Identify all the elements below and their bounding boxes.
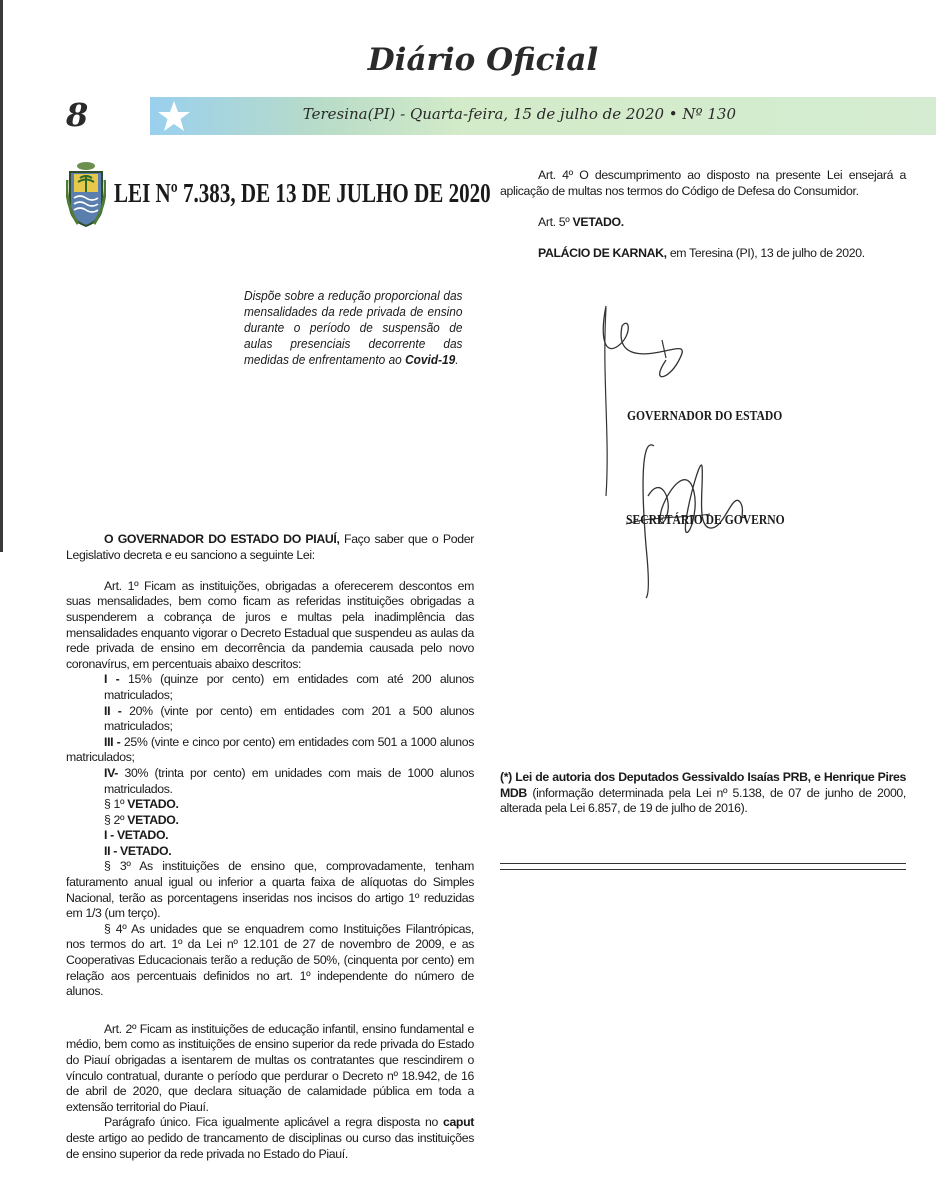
palace-dateline <box>500 246 906 262</box>
page-number: 8 <box>66 96 89 134</box>
abstract-covid: Covid-19 <box>405 353 456 367</box>
governor-label: GOVERNADOR DO ESTADO <box>627 408 783 423</box>
sole-paragraph-text: Parágrafo único. Fica igualmente aplicável a regra disposta no <box>104 1115 443 1130</box>
header-band <box>150 97 936 135</box>
right-column <box>500 168 906 262</box>
paragraph-4: § 4º As unidades que se enquadrem como Instituições Filantrópicas, nos termos do art. 1º da Lei nº 12.101 de 27 de novembro de 2009, e as Cooperativas Educacionais terão a redução de 50%, (cinquenta por cento) em relação aos percentuais definidos no art. 1º independente do número de alunos. <box>66 921 474 999</box>
item-label: II - <box>104 703 122 718</box>
palace-name: PALÁCIO DE KARNAK, <box>538 245 667 260</box>
dateline: Teresina(PI) - Quarta-feira, 15 de julho de 2020 • Nº 130 <box>302 105 736 123</box>
list-item <box>66 766 474 797</box>
paragraph-3: § 3º As instituições de ensino que, comprovadamente, tenham faturamento anual igual ou inferior a quarta faixa de alíquotas do Simples Nacional, terão as porcentagens inseridas nos incisos do artigo 1º reduzidas em 1/3 (um terço). <box>66 859 474 921</box>
column-end-rule <box>500 863 906 870</box>
vetoed-item <box>66 828 474 844</box>
item-text: 30% (trinta por cento) em unidades com mais de 1000 alunos matriculados. <box>104 765 474 796</box>
vetoed-text: I - VETADO. <box>104 828 169 843</box>
enactment-clause <box>66 532 474 563</box>
law-abstract <box>244 288 463 368</box>
signature-block <box>570 296 830 606</box>
vetoed-label: § 2º <box>104 812 128 827</box>
caput-bold: caput <box>442 1115 474 1130</box>
sole-paragraph-end: deste artigo ao pedido de trancamento de disciplinas ou curso das instituições de ensino superior da rede privada no Estado do Piauí. <box>66 1130 474 1161</box>
vetoed-text: VETADO. <box>127 797 179 812</box>
abstract-text: Dispõe sobre a redução proporcional das mensalidades da rede privada de ensino durante o período de suspensão de aulas presenciais decorrente das medidas de enfrentamento ao <box>244 289 463 367</box>
enactment-text: Faço saber que o Poder Legislativo decreta e eu sanciono a seguinte Lei: <box>66 532 474 562</box>
footnote-text: (informação determinada pela Lei nº 5.138, de 07 de junho de 2000, alterada pela Lei 6.857, de 19 de julho de 2016). <box>500 785 906 816</box>
vetoed-item <box>66 844 474 860</box>
secretary-label: SECRETÁRIO DE GOVERNO <box>626 512 785 527</box>
list-item <box>66 735 474 766</box>
enactment-bold: O GOVERNADOR DO ESTADO DO PIAUÍ, <box>104 532 340 546</box>
law-title: LEI Nº 7.383, DE 13 DE JULHO DE 2020 <box>114 178 491 208</box>
sole-paragraph <box>66 1115 474 1162</box>
vetoed-label: § 1º <box>104 797 128 812</box>
article-2: Art. 2º Ficam as instituições de educação infantil, ensino fundamental e médio, bem como as instituições de ensino superior da rede privada do Estado do Piauí obrigadas a isentarem de multas os contratantes que rescindirem o vínculo contratual, durante o período que perdurar o Decreto nº 18.942, de 16 de abril de 2020, que declara situação de calamidade pública em toda a extensão territorial do Piauí. <box>66 1021 474 1114</box>
item-label: III - <box>104 734 121 749</box>
vetoed-item <box>66 797 474 813</box>
article-4: Art. 4º O descumprimento ao disposto na presente Lei ensejará a aplicação de multas nos termos do Código de Defesa do Consumidor. <box>500 168 906 198</box>
item-text: 15% (quinze por cento) em entidades com até 200 alunos matriculados; <box>104 672 474 702</box>
masthead-title: Diário Oficial <box>367 42 599 78</box>
article-5-label: Art. 5º <box>538 214 573 229</box>
white-star-icon <box>156 98 192 134</box>
item-text: 20% (vinte por cento) em entidades com 201 a 500 alunos matriculados; <box>104 703 474 734</box>
list-item <box>66 704 474 735</box>
article-5-vetoed: VETADO. <box>572 214 624 229</box>
handwritten-signature <box>570 296 830 606</box>
piaui-coat-of-arms-icon <box>66 160 106 230</box>
vetoed-text: VETADO. <box>127 812 179 827</box>
vetoed-text: II - VETADO. <box>104 843 172 858</box>
palace-date: em Teresina (PI), 13 de julho de 2020. <box>666 245 865 260</box>
list-item <box>66 672 474 703</box>
item-text: 25% (vinte e cinco por cento) em entidades com 501 a 1000 alunos matriculados; <box>66 734 475 765</box>
page-left-border <box>0 0 3 552</box>
footnote-bold: (*) Lei de autoria dos Deputados Gessivaldo Isaías PRB, e Henrique Pires MDB <box>500 770 906 800</box>
item-label: IV- <box>104 765 118 780</box>
authorship-footnote <box>500 770 906 817</box>
article-1: Art. 1º Ficam as instituições, obrigadas a oferecerem descontos em suas mensalidades, bem como ficam as referidas instituições obrigadas a suspenderem a cobrança de juros e multas pela inadimplência das mensalidades enquanto vigorar o Decreto Estadual que suspendeu as aulas da rede privada de ensino em decorrência da pandemia causada pelo novo coronavírus, em percentuais abaixo descritos: <box>66 578 474 671</box>
article-5 <box>500 215 906 231</box>
left-column <box>66 532 474 1162</box>
vetoed-item <box>66 813 474 829</box>
abstract-end: . <box>455 353 459 367</box>
item-label: I - <box>104 672 120 687</box>
